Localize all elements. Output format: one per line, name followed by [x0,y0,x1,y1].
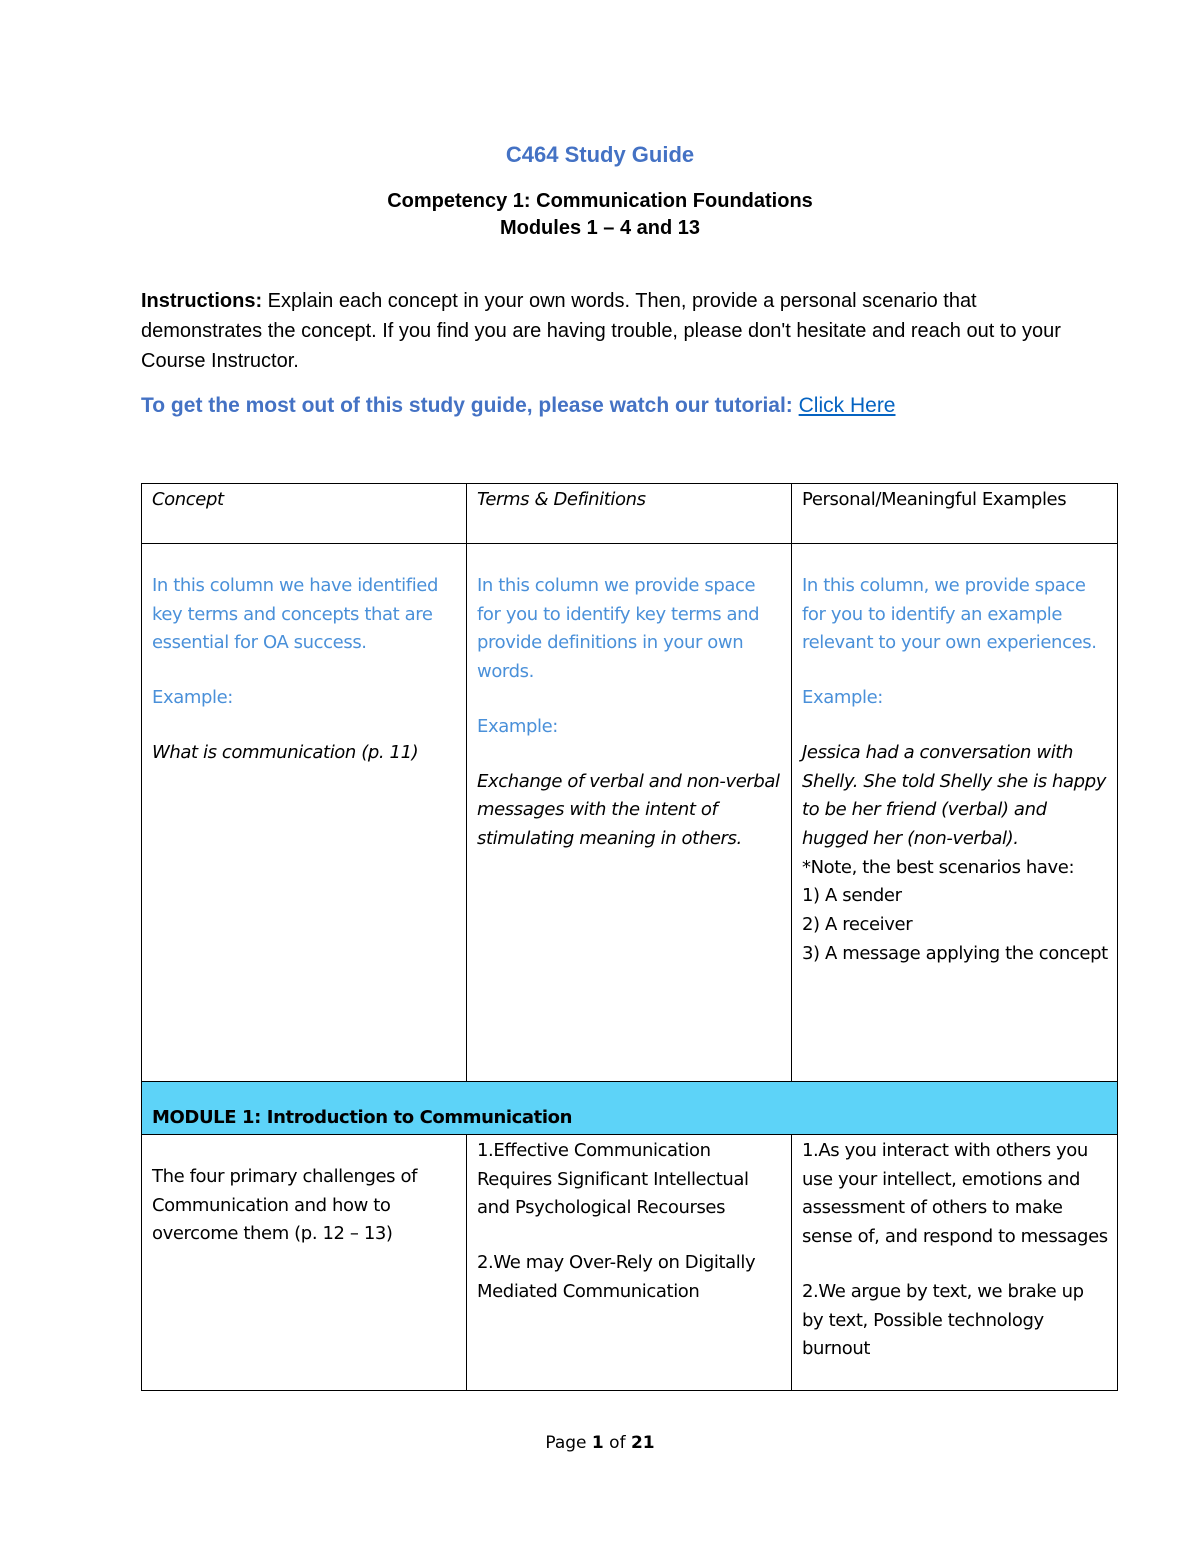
tutorial-line [141,392,1071,420]
concept-example-text: What is communication (p. 11) [152,741,419,763]
concept-column-note: In this column we have identified key terms and concepts that are essential for OA success. [152,575,438,654]
header-examples: Personal/Meaningful Examples [792,484,1118,544]
terms-example-text: Exchange of verbal and non-verbal messages with the intent of stimulating meaning in others. [477,770,780,849]
module-1-example-item: 1.As you interact with others you use your intellect, emotions and assessment of others to make sense of, and respond to messages [802,1140,1108,1248]
header-terms: Terms & Definitions [467,484,792,544]
page-footer [0,1433,1200,1453]
intro-examples-cell [792,544,1118,1082]
examples-column-note: In this column, we provide space for you to identify an example relevant to your own experiences. [802,575,1097,654]
module-1-concept-cell [142,1135,467,1391]
study-guide-table [141,483,1118,1391]
examples-example-label: Example: [802,687,883,709]
document-title: C464 Study Guide [505,142,695,167]
module-1-example-item: 2.We argue by text, we brake up by text, Possible technology burnout [802,1280,1084,1360]
page-total: 21 [630,1433,655,1453]
note-line: *Note, the best scenarios have: [802,856,1075,878]
module-1-terms-cell [467,1135,792,1391]
intro-concept-cell [142,544,467,1082]
page-label: Page [545,1433,592,1453]
competency-heading: Competency 1: Communication Foundations [387,190,813,212]
module-1-label: MODULE 1: Introduction to Communication [142,1082,1118,1135]
modules-heading: Modules 1 – 4 and 13 [499,217,701,239]
module-1-header-row [142,1082,1118,1135]
examples-example-text: Jessica had a conversation with Shelly. She told Shelly she is happy to be her friend (verbal) and hugged her (non-verbal). [802,741,1106,849]
terms-column-note: In this column we provide space for you to identify key terms and provide definitions in your own words. [477,575,760,683]
table-header-row [142,484,1118,544]
tutorial-link[interactable]: Click Here [798,394,896,417]
instructions-text: Explain each concept in your own words. Then, provide a personal scenario that demonstrates the concept. If you find you are having trouble, please don't hesitate and reach out to your Course Instructor. [141,290,1061,372]
module-1-examples-cell [792,1135,1118,1391]
header-concept: Concept [142,484,467,544]
note-line: 3) A message applying the concept [802,942,1108,964]
terms-example-label: Example: [477,715,558,737]
of-label: of [603,1433,631,1453]
tutorial-text: To get the most out of this study guide, please watch our tutorial: [141,394,799,417]
page-number: 1 [591,1433,604,1453]
intro-row [142,544,1118,1082]
instructions-paragraph [141,286,1071,376]
note-line: 2) A receiver [802,914,913,936]
module-1-concept-text: The four primary challenges of Communication and how to overcome them (p. 12 – 13) [152,1166,418,1245]
instructions-label: Instructions: [141,290,263,312]
intro-terms-cell [467,544,792,1082]
concept-example-label: Example: [152,687,233,709]
module-1-row [142,1135,1118,1391]
module-1-term-item: 1.Effective Communication Requires Significant Intellectual and Psychological Recourses [477,1140,749,1219]
note-line: 1) A sender [802,885,902,907]
module-1-term-item: 2.We may Over-Rely on Digitally Mediated Communication [477,1252,756,1302]
